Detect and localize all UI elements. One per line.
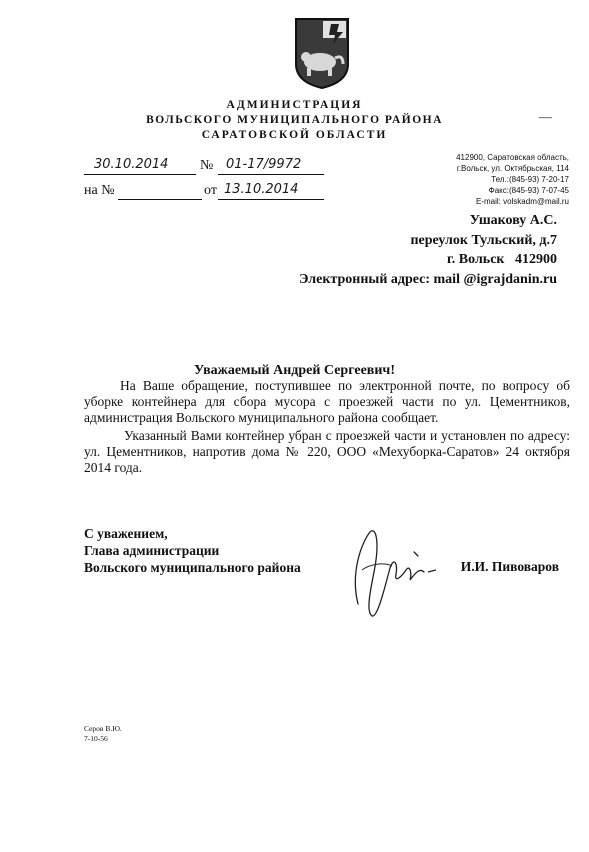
sender-address [456, 152, 569, 207]
address-line: Факс:(845-93) 7-07-45 [488, 186, 569, 195]
executor-name: Серов В.Ю. [84, 724, 122, 733]
address-line: E-mail: volskadm@mail.ru [475, 197, 569, 206]
paragraph-2: Указанный Вами контейнер убран с проезжей части и установлен по адресу: ул. Цементников, напротив дома № 220, ООО «Мехуборка-Саратов» 24 октября 2014 года. [84, 428, 570, 475]
outgoing-date-line [84, 157, 196, 175]
recipient-email: Электронный адрес: mail @igrajdanin.ru [298, 272, 557, 287]
executor-info [84, 724, 122, 744]
outgoing-number-label: № [200, 158, 214, 173]
reference-date-line [218, 182, 324, 200]
paragraph-1: На Ваше обращение, поступившее по электронной почте, по вопросу об уборке контейнера для сбора мусора с проезжей части по ул. Цементников, администрация Вольского муниципального района сообщает. [84, 378, 570, 425]
signer-title: Глава администрации [84, 543, 220, 558]
reference-number-line [118, 185, 202, 200]
executor-phone: 7-10-56 [84, 734, 108, 743]
scan-mark: — [539, 109, 552, 124]
recipient-street: переулок Тульский, д.7 [410, 233, 557, 248]
reference-from-label: от [204, 183, 217, 198]
greeting: Уважаемый Андрей Сергеевич! [194, 363, 395, 378]
reference-date: 13.10.2014 [224, 182, 299, 197]
closing: С уважением, [84, 526, 168, 541]
header-line-1: АДМИНИСТРАЦИЯ [226, 99, 363, 111]
address-line: 412900, Саратовская область, [456, 153, 569, 162]
reference-number-label: на № [84, 183, 115, 198]
address-line: Тел.:(845-93) 7-20-17 [491, 175, 569, 184]
signer-name: И.И. Пивоваров [460, 559, 559, 574]
signature-block [84, 525, 301, 576]
outgoing-date: 30.10.2014 [94, 157, 169, 172]
coat-of-arms-icon [293, 16, 351, 90]
outgoing-number: 01-17/9972 [226, 157, 302, 172]
handwritten-signature [340, 512, 440, 622]
header-line-2: ВОЛЬСКОГО МУНИЦИПАЛЬНОГО РАЙОНА [146, 114, 443, 126]
recipient-name: Ушакову А.С. [469, 213, 557, 228]
recipient-city: г. Вольск 412900 [447, 252, 557, 267]
address-line: г.Вольск, ул. Октябрьская, 114 [456, 164, 569, 173]
signer-organization: Вольского муниципального района [84, 560, 301, 575]
header-line-3: САРАТОВСКОЙ ОБЛАСТИ [201, 129, 388, 141]
outgoing-number-line [218, 157, 324, 175]
